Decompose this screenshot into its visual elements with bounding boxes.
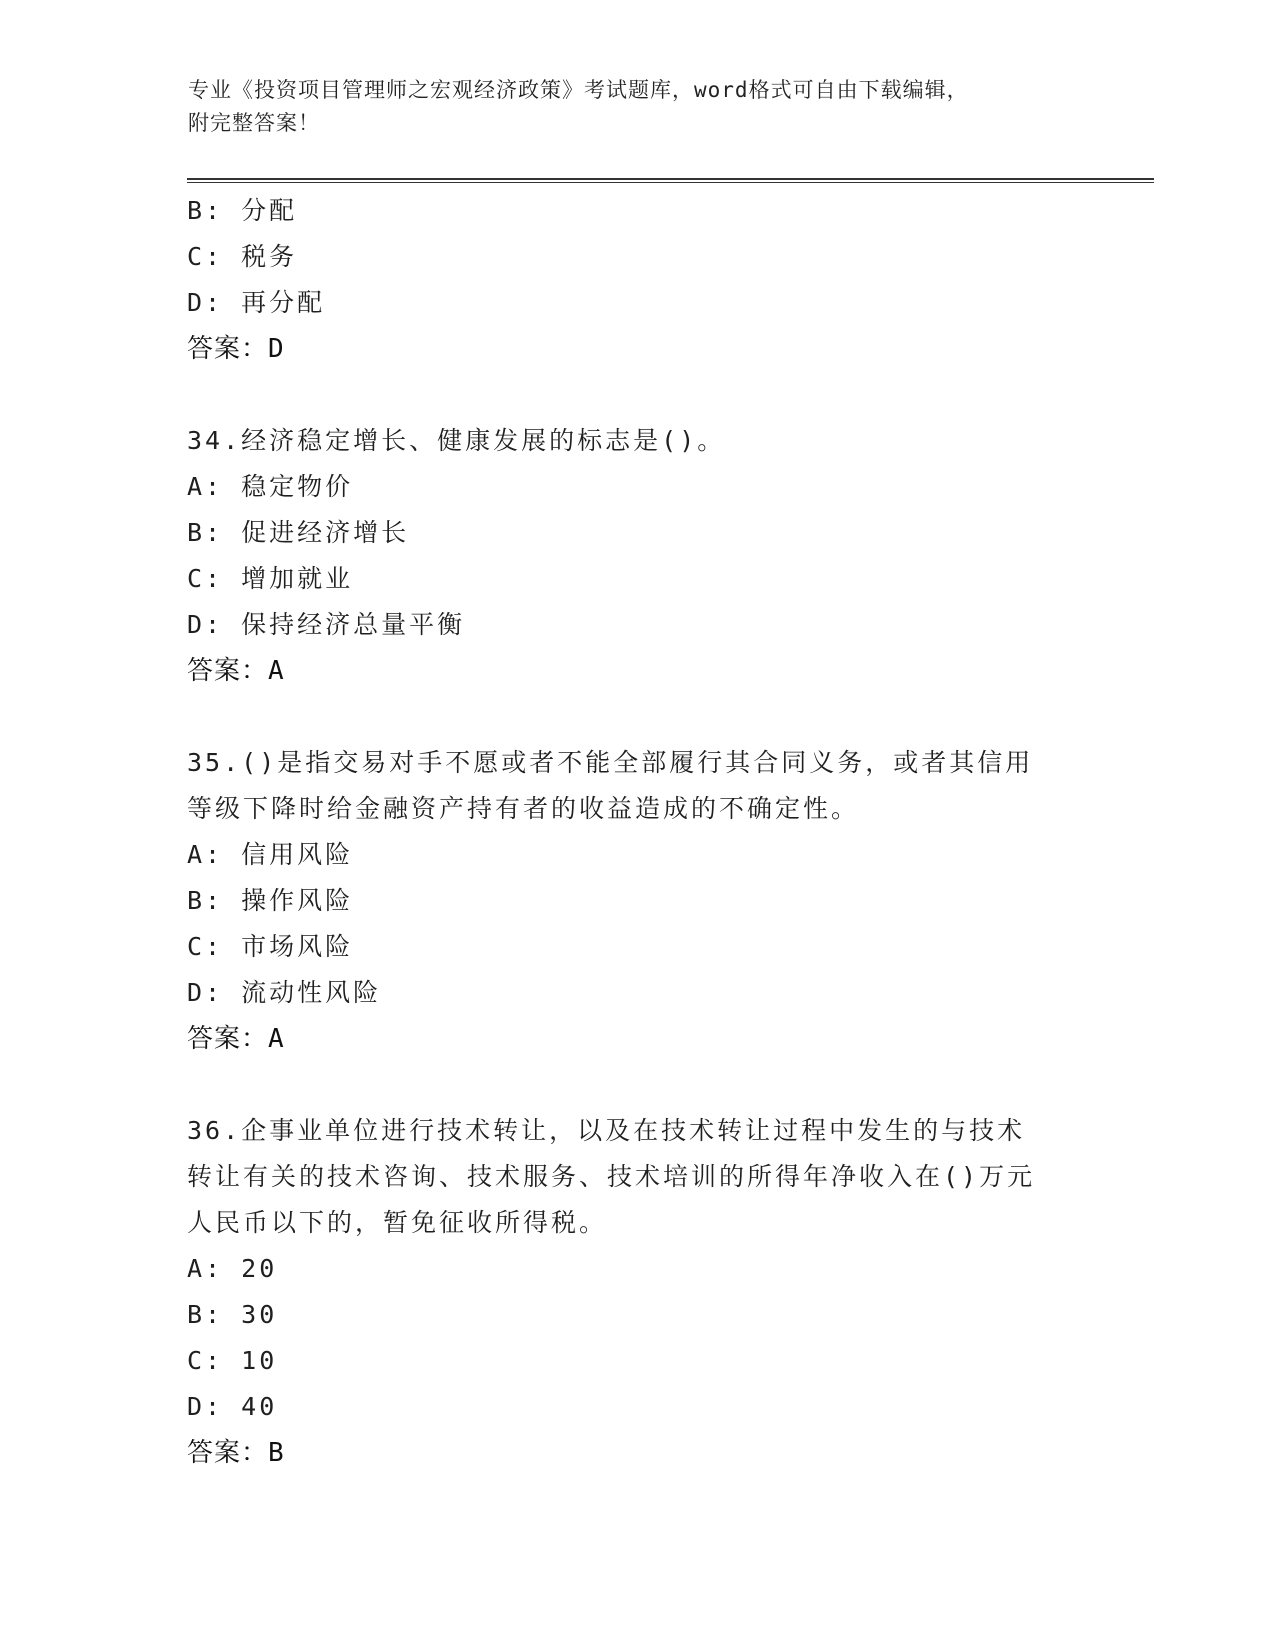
answer-label: 答案：: [187, 656, 269, 686]
header-line-2: 附完整答案！: [188, 111, 320, 135]
header-divider: [187, 178, 1154, 183]
option-a: A: 稳定物价: [187, 472, 354, 501]
question-stem: 36.企事业单位进行技术转让，以及在技术转让过程中发生的与技术转让有关的技术咨询、技术服务、技术培训的所得年净收入在()万元人民币以下的，暂免征收所得税。: [187, 1116, 1036, 1237]
question-34: [187, 418, 1087, 694]
option-d: D: 流动性风险: [187, 978, 382, 1007]
option-c: C: 10: [187, 1346, 278, 1375]
question-33-continued: [187, 188, 1087, 372]
option-d: D: 40: [187, 1392, 278, 1421]
answer-line: [187, 1430, 1087, 1476]
answer-line: [187, 1016, 1087, 1062]
option-c: C: 增加就业: [187, 564, 354, 593]
question-stem: 34.经济稳定增长、健康发展的标志是()。: [187, 426, 726, 455]
answer-value: A: [268, 656, 284, 686]
option-d: D: 保持经济总量平衡: [187, 610, 466, 639]
document-header: [188, 74, 1088, 140]
answer-value: D: [268, 334, 284, 364]
question-35: [187, 740, 1087, 1062]
option-c: C: 市场风险: [187, 932, 354, 961]
option-b: B: 分配: [187, 196, 298, 225]
option-c: C: 税务: [187, 242, 298, 271]
option-b: B: 操作风险: [187, 886, 354, 915]
answer-label: 答案：: [187, 1024, 269, 1054]
answer-label: 答案：: [187, 334, 269, 364]
option-b: B: 30: [187, 1300, 278, 1329]
option-a: A: 20: [187, 1254, 278, 1283]
question-list: [187, 188, 1087, 1476]
option-d: D: 再分配: [187, 288, 326, 317]
answer-line: [187, 648, 1087, 694]
option-a: A: 信用风险: [187, 840, 354, 869]
header-line-1: 专业《投资项目管理师之宏观经济政策》考试题库，word格式可自由下载编辑，: [188, 78, 969, 102]
option-b: B: 促进经济增长: [187, 518, 410, 547]
answer-line: [187, 326, 1087, 372]
answer-value: B: [268, 1438, 284, 1468]
question-stem: 35.()是指交易对手不愿或者不能全部履行其合同义务，或者其信用等级下降时给金融资产持有者的收益造成的不确定性。: [187, 748, 1034, 823]
answer-label: 答案：: [187, 1438, 269, 1468]
question-36: [187, 1108, 1087, 1476]
answer-value: A: [268, 1024, 284, 1054]
